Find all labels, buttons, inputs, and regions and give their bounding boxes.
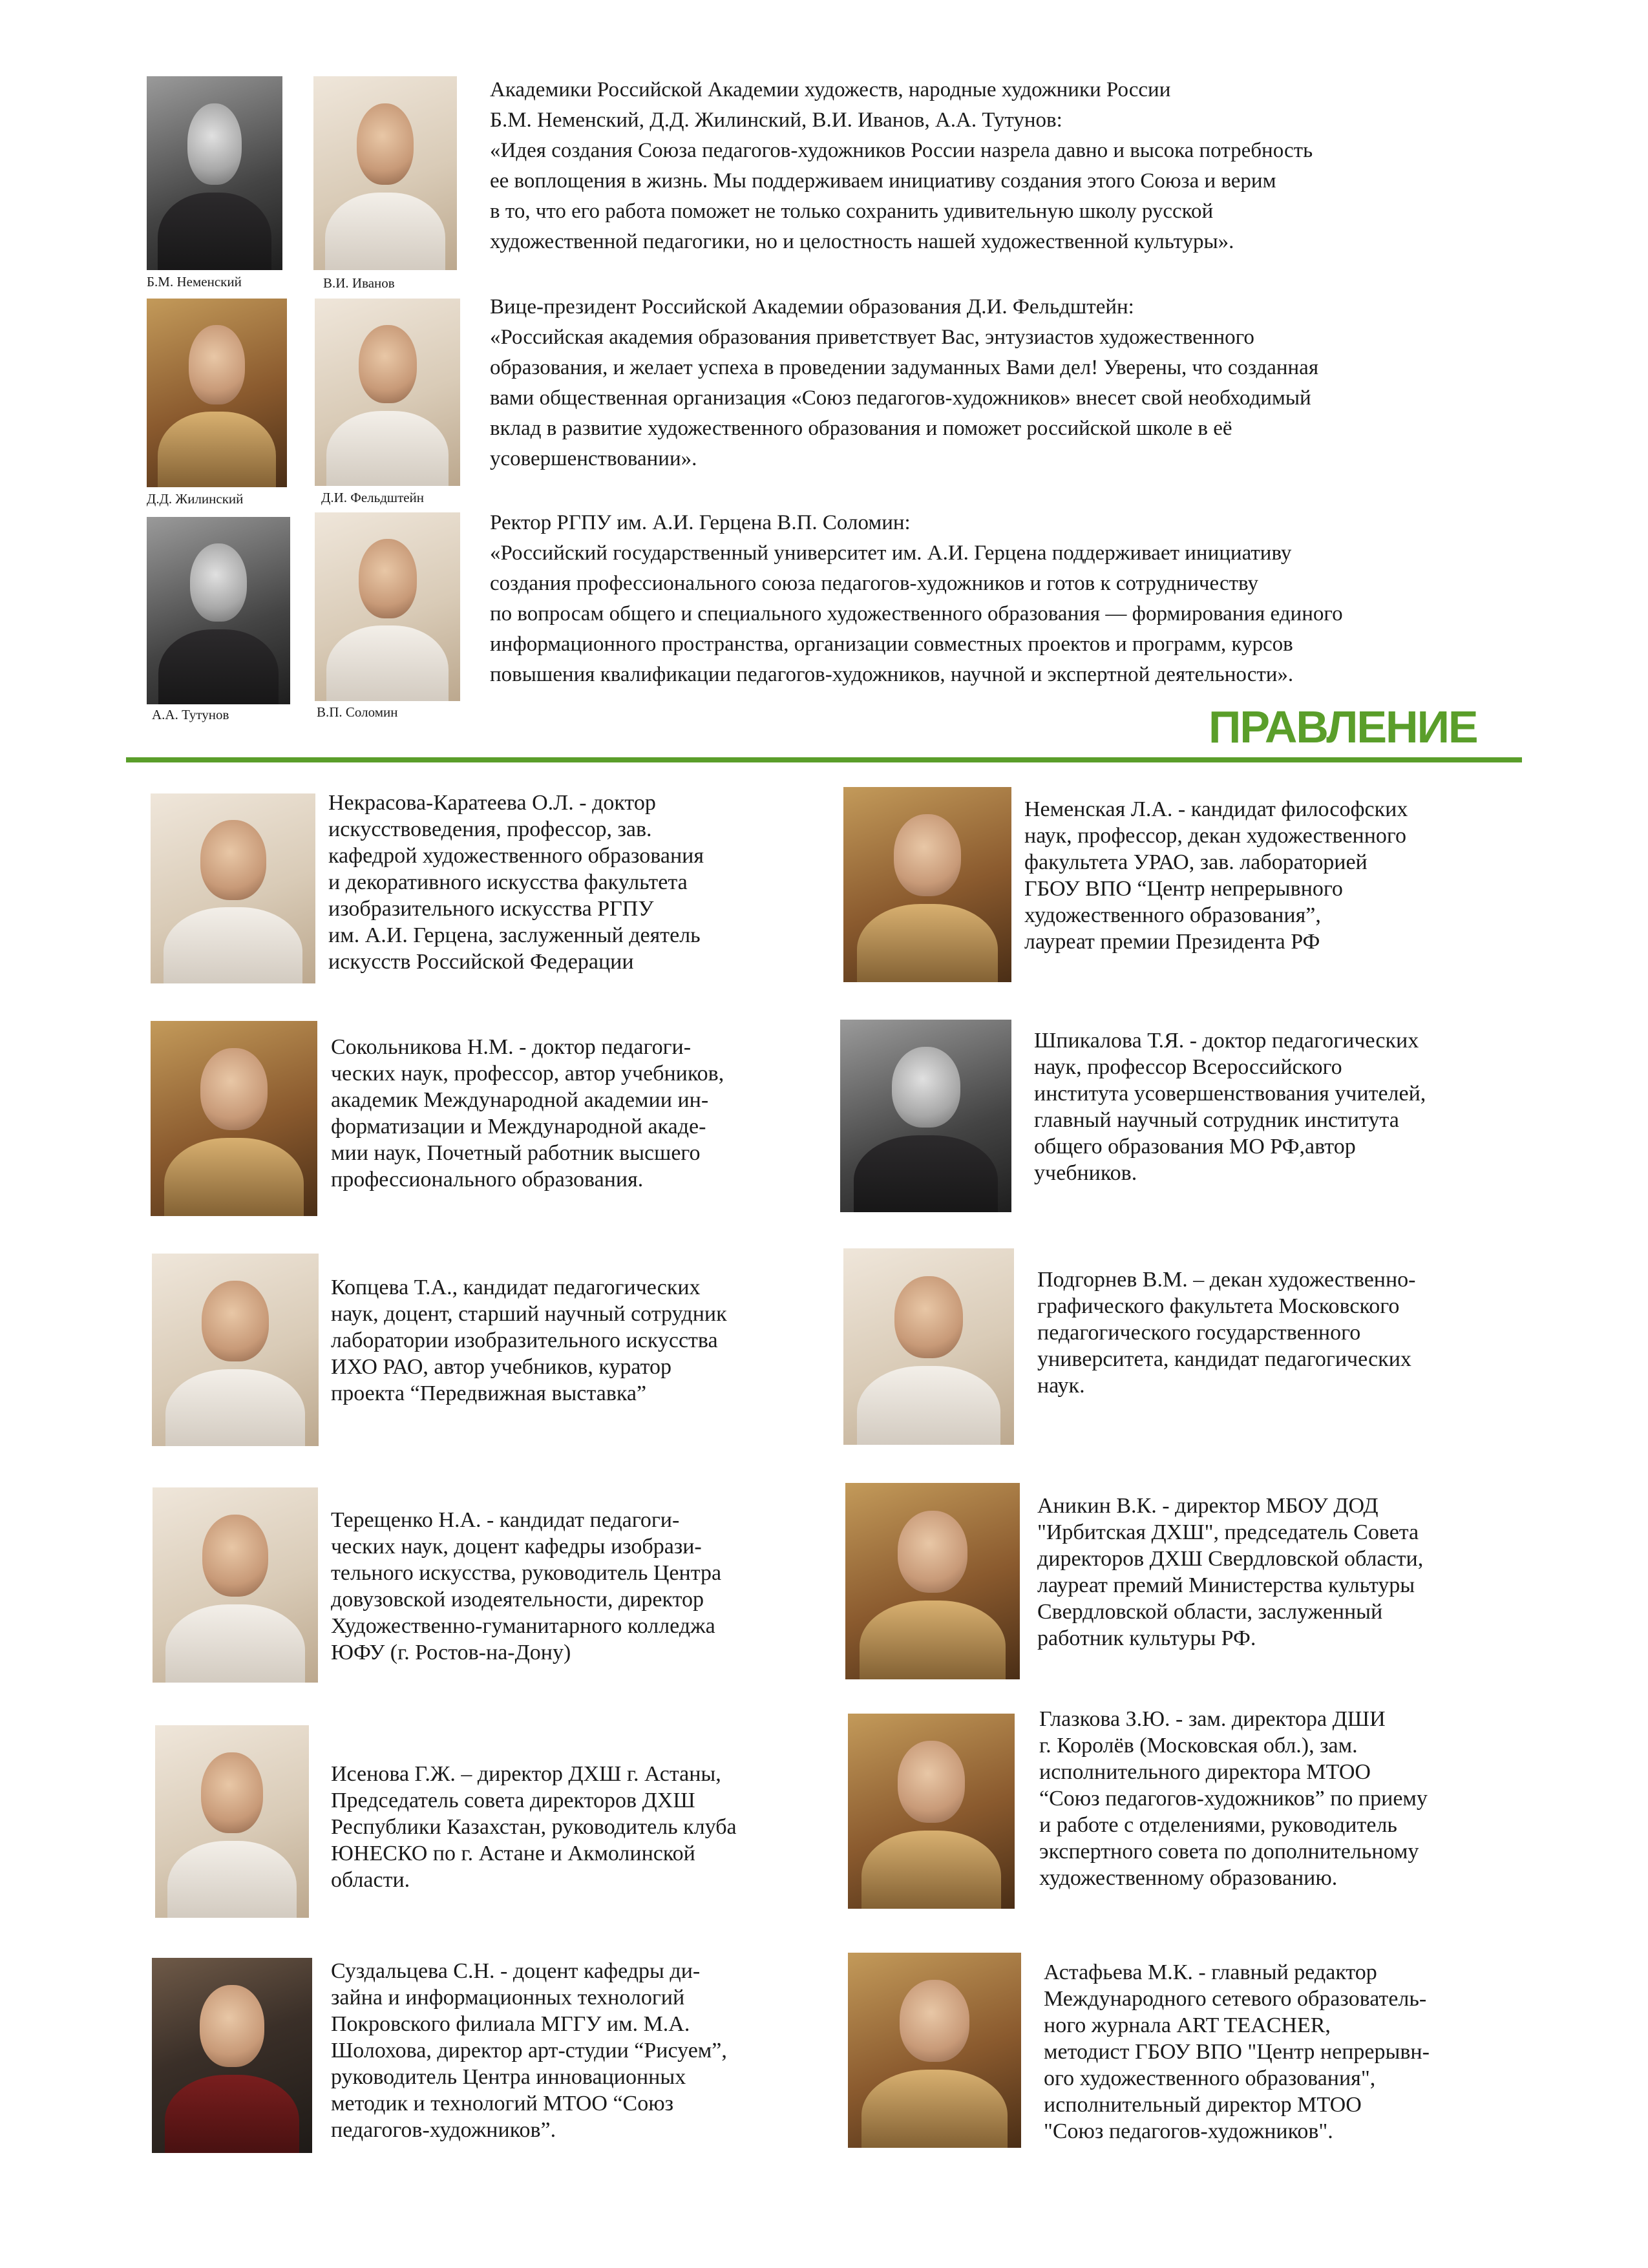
portrait-photo-zhilinsky <box>147 299 287 487</box>
member-bio: Терещенко Н.А. - кандидат педагоги- ческих наук, доцент кафедры изобрази- тельного искусства, руководитель Центра довузовской изодеятельности, директор Художественно-гуманитарного колледжа ЮФУ (г. Ростов-на-Дону) <box>331 1508 722 1664</box>
member-bio: Подгорнев В.М. – декан художественно- графического факультета Московского педагогического государственного университета, кандидат педагогических наук. <box>1037 1268 1416 1398</box>
portrait-caption: А.А. Тутунов <box>152 707 229 722</box>
portrait-photo-solomin <box>315 512 460 701</box>
member-bio: Исенова Г.Ж. – директор ДХШ г. Астаны, Председатель совета директоров ДХШ Республики Казахстан, руководитель клуба ЮНЕСКО по г. Астане и Акмолинской области. <box>331 1762 737 1892</box>
member-photo <box>848 1953 1021 2148</box>
portrait-caption: Б.М. Неменский <box>147 274 242 289</box>
member-bio: Некрасова-Каратеева О.Л. - доктор искусствоведения, профессор, зав. кафедрой художественного образования и декоративного искусства факультета изобразительного искусства РГПУ им. А.И. Герцена, заслуженный деятель искусств Российской Федерации <box>328 791 704 974</box>
member-photo <box>155 1725 309 1918</box>
member-photo <box>153 1487 318 1683</box>
portrait-photo-tutunov <box>147 517 290 704</box>
member-bio: Суздальцева С.Н. - доцент кафедры ди- зайна и информационных технологий Покровского филиала МГГУ им. М.А. Шолохова, директор арт-студии “Рисуем”, руководитель Центра инновационных методик и технологий МТОО “Союз педагогов-художников”. <box>331 1959 727 2142</box>
quote-academicians: Академики Российской Академии художеств, народные художники России Б.М. Неменский, Д.Д. Жилинский, В.И. Иванов, А.А. Тутунов: «Идея создания Союза педагогов-художников России назрела давно и высока потребность ее воплощения в жизнь. Мы поддерживаем инициативу создания этого Союза и верим в то, что его работа поможет не только сохранить удивительную школу русской художественной педагогики, но и целостность нашей художественной культуры». <box>490 78 1313 253</box>
member-photo <box>152 1958 312 2153</box>
member-bio: Глазкова З.Ю. - зам. директора ДШИ г. Королёв (Московская обл.), зам. исполнительного директора МТОО “Союз педагогов-художников” по приему и работе с отделениями, руководитель экспертного совета по дополнительному художественному образованию. <box>1039 1707 1428 1890</box>
quote-solomin: Ректор РГПУ им. А.И. Герцена В.П. Соломин: «Российский государственный университет им. А.И. Герцена поддерживает инициативу создания профессионального союза педагогов-художников и готов к сотрудничеству по вопросам общего и специального художественного образования — формирования единого информационного пространства, организации совместных проектов и программ, курсов повышения квалификации педагогов-художников, научной и экспертной деятельности». <box>490 511 1343 686</box>
member-photo <box>152 1254 319 1446</box>
quote-feldshtein: Вице-президент Российской Академии образования Д.И. Фельдштейн: «Российская академия образования приветствует Вас, энтузиастов художественного образования, и желает успеха в проведении задуманных Вами дел! Уверены, что созданная вами общественная организация «Союз педагогов-художников» внесет свой необходимый вклад в развитие художественного образования и поможет российской школе в её усовершенствовании». <box>490 295 1319 470</box>
member-photo <box>848 1714 1015 1909</box>
portrait-caption: Д.Д. Жилинский <box>147 491 244 507</box>
member-photo <box>845 1483 1020 1679</box>
member-bio: Неменская Л.А. - кандидат философских наук, профессор, декан художественного факультета УРАО, зав. лабораторией ГБОУ ВПО “Центр непрерывного художественного образования”, лауреат премии Президента РФ <box>1024 797 1408 954</box>
member-photo <box>843 787 1011 982</box>
portrait-caption: Д.И. Фельдштейн <box>321 490 425 505</box>
section-heading: ПРАВЛЕНИЕ <box>1209 702 1477 752</box>
member-bio: Астафьева М.К. - главный редактор Международного сетевого образователь- ного журнала ART TEACHER, методист ГБОУ ВПО "Центр непрерывн- ого художественного образования", исполнительный директор МТОО "Союз педагогов-художников". <box>1044 1960 1430 2143</box>
member-photo <box>151 793 315 983</box>
member-bio: Аникин В.К. - директор МБОУ ДОД "Ирбитская ДХШ", председатель Совета директоров ДХШ Свердловской области, лауреат премий Министерства культуры Свердловской области, заслуженный работник культуры РФ. <box>1037 1494 1424 1650</box>
portrait-caption: В.П. Соломин <box>317 704 398 720</box>
member-bio: Копцева Т.А., кандидат педагогических наук, доцент, старший научный сотрудник лаборатории изобразительного искусства ИХО РАО, автор учебников, куратор проекта “Передвижная выставка” <box>331 1276 727 1405</box>
portrait-photo-feldshtein <box>315 299 460 486</box>
member-bio: Сокольникова Н.М. - доктор педагоги- ческих наук, профессор, автор учебников, академик Международной академии ин- форматизации и Международной акаде- мии наук, Почетный работник высшего профессионального образования. <box>331 1035 724 1192</box>
member-bio: Шпикалова Т.Я. - доктор педагогических наук, профессор Всероссийского института усовершенствования учителей, главный научный сотрудник института общего образования МО РФ,автор учебников. <box>1034 1029 1426 1185</box>
member-photo <box>840 1020 1011 1212</box>
portrait-photo-ivanov <box>313 76 457 270</box>
portrait-photo-nemensky <box>147 76 282 270</box>
section-divider <box>126 757 1522 762</box>
portrait-caption: В.И. Иванов <box>323 275 395 291</box>
member-photo <box>151 1021 317 1216</box>
member-photo <box>843 1248 1014 1445</box>
